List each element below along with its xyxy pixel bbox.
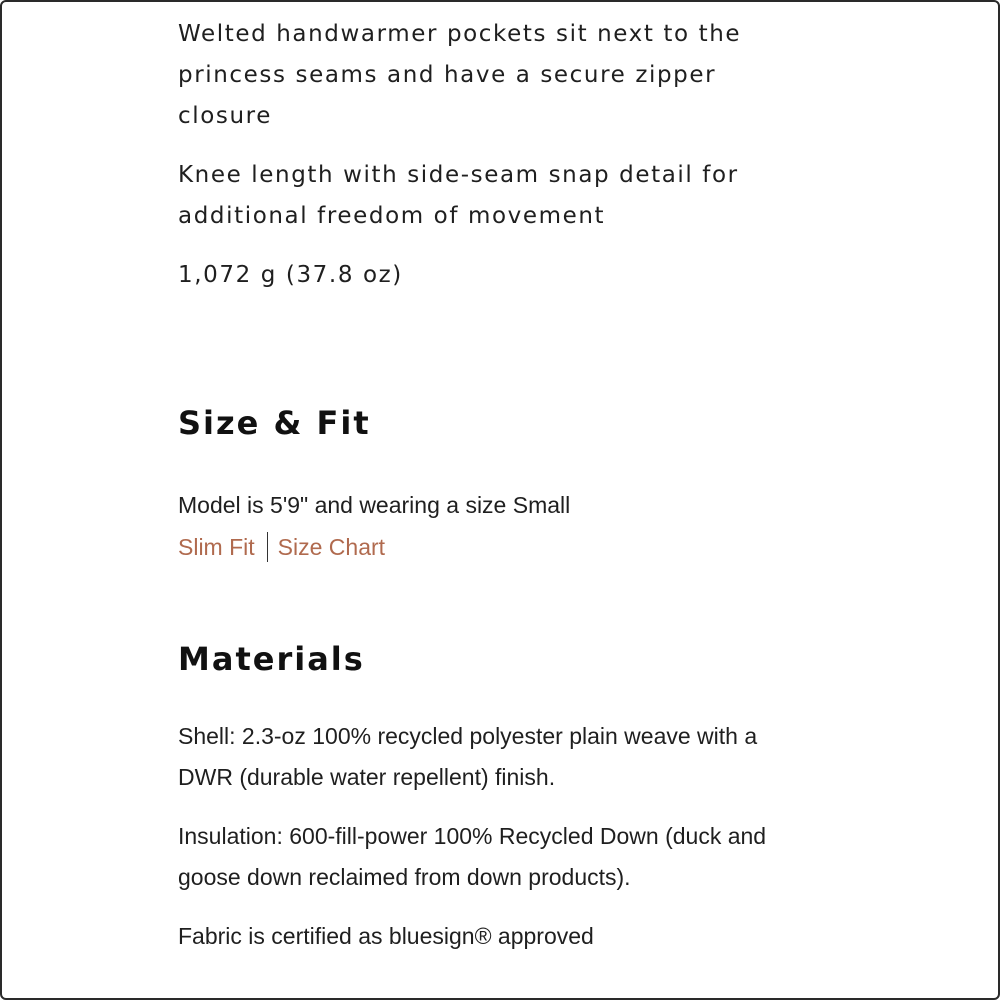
materials-heading: Materials [178,640,365,678]
slim-fit-link[interactable]: Slim Fit [178,534,255,560]
fit-divider [267,532,268,562]
shell-material: Shell: 2.3-oz 100% recycled polyester plain weave with a DWR (durable water repellent) finish. [178,723,758,790]
fit-links [178,526,570,568]
insulation-material: Insulation: 600-fill-power 100% Recycled Down (duck and goose down reclaimed from down products). [178,823,767,890]
materials-section [178,716,818,975]
feature-list [178,14,818,314]
model-size-text: Model is 5'9" and wearing a size Small [178,492,571,518]
size-chart-link[interactable]: Size Chart [277,534,386,560]
certification-text: Fabric is certified as bluesign® approved [178,923,594,949]
feature-weight: 1,072 g (37.8 oz) [178,262,403,288]
size-fit-section [178,484,570,568]
feature-pockets: Welted handwarmer pockets sit next to the princess seams and have a secure zipper closure [178,21,742,129]
feature-length: Knee length with side-seam snap detail for additional freedom of movement [178,162,739,229]
size-fit-heading: Size & Fit [178,404,371,442]
